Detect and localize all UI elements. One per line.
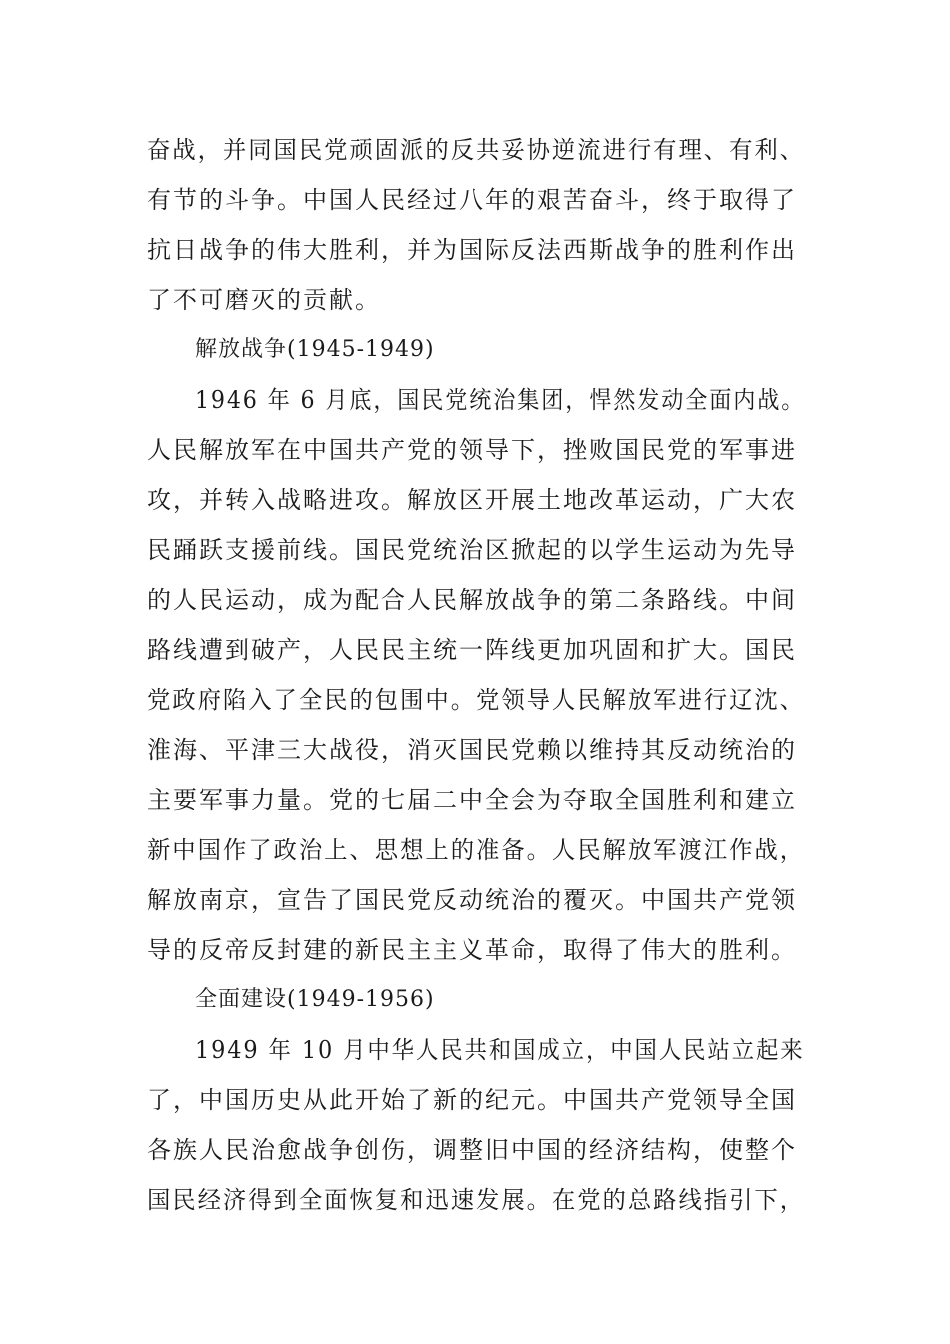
paragraph-line: 攻，并转入战略进攻。解放区开展土地改革运动，广大农 [147,486,797,514]
section-heading: 全面建设(1949-1956) [195,987,435,1012]
paragraph-line: 路线遭到破产，人民民主统一阵线更加巩固和扩大。国民 [147,636,797,664]
paragraph-line: 国民经济得到全面恢复和迅速发展。在党的总路线指引下， [147,1186,806,1214]
paragraph-line: 解放南京，宣告了国民党反动统治的覆灭。中国共产党领 [147,886,797,914]
paragraph-line: 了，中国历史从此开始了新的纪元。中国共产党领导全国 [147,1086,797,1114]
section-heading: 解放战争(1945-1949) [195,337,435,362]
paragraph-line: 党政府陷入了全民的包围中。党领导人民解放军进行辽沈、 [147,686,806,714]
paragraph-line: 淮海、平津三大战役，消灭国民党赖以维持其反动统治的 [147,736,797,764]
paragraph-line: 了不可磨灭的贡献。 [147,286,381,314]
paragraph-line: 奋战，并同国民党顽固派的反共妥协逆流进行有理、有利、 [147,136,806,164]
paragraph-line: 有节的斗争。中国人民经过八年的艰苦奋斗，终于取得了 [147,186,797,214]
paragraph-line: 新中国作了政治上、思想上的准备。人民解放军渡江作战， [147,836,806,864]
paragraph-line: 的人民运动，成为配合人民解放战争的第二条路线。中间 [147,586,797,614]
paragraph-line: 人民解放军在中国共产党的领导下，挫败国民党的军事进 [147,436,797,464]
paragraph-line: 抗日战争的伟大胜利，并为国际反法西斯战争的胜利作出 [147,236,797,264]
paragraph-line: 导的反帝反封建的新民主主义革命，取得了伟大的胜利。 [147,936,797,964]
paragraph-line: 主要军事力量。党的七届二中全会为夺取全国胜利和建立 [147,786,797,814]
paragraph-line: 1946 年 6 月底，国民党统治集团，悍然发动全面内战。 [195,386,806,414]
paragraph-line: 各族人民治愈战争创伤，调整旧中国的经济结构，使整个 [147,1136,797,1164]
paragraph-line: 民踊跃支援前线。国民党统治区掀起的以学生运动为先导 [147,536,797,564]
paragraph-line: 1949 年 10 月中华人民共和国成立，中国人民站立起来 [195,1036,805,1064]
